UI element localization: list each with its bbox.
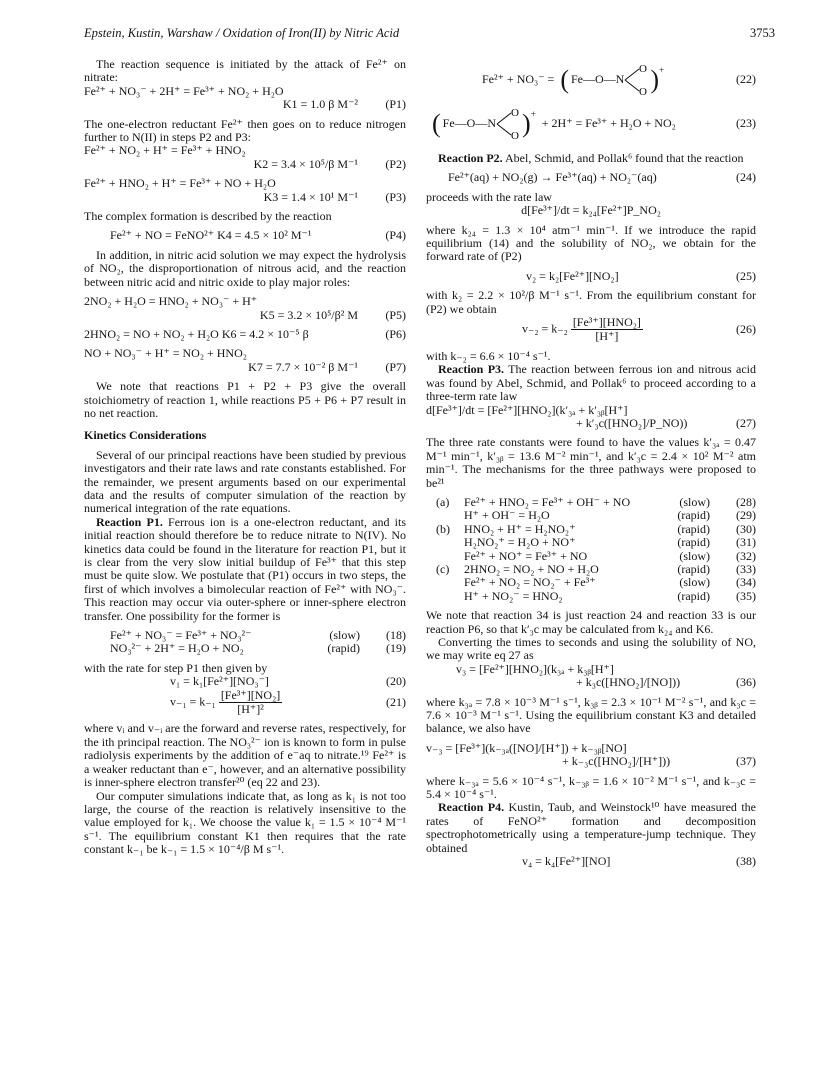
charge: + bbox=[530, 109, 536, 119]
paragraph: proceeds with the rate law bbox=[426, 189, 552, 204]
paragraph: Our computer simulations indicate that, as long as k₁ is not too large, the course of the reaction is relatively insensitive to the value employed for k₁. We choose the value k₁ = 1.5 × 10⁻⁴ M⁻¹ s⁻¹. The equilibrium constant K1 then requires that the rate constant k₋₁ be k₋₁ = 1.5 × 10⁻⁴/β M s⁻¹. bbox=[84, 788, 406, 857]
equation-37-cont: + k₋₃c([HNO₂]/[H⁺])) (37) bbox=[562, 754, 756, 769]
mechanism-step bbox=[426, 523, 756, 536]
equation-27-cont: + k′₃c([HNO₂]/P_NO)) (27) bbox=[576, 415, 756, 430]
step-rate-type: (rapid) bbox=[677, 508, 710, 523]
paragraph: Reaction P2. Abel, Schmid, and Pollak⁶ found that the reaction bbox=[438, 151, 744, 165]
charge: + bbox=[659, 65, 665, 75]
paragraph: Reaction P1. Ferrous ion is a one-electron reductant, and its initial reaction should therefore be to reduce nitrate to N(IV). No kinetics data could be found in the literature for reaction P1, but it is clear from the very slow initial buildup of Fe³⁺ that this step must be quite slow. We postulate that (P1) occurs in two steps, the first of which involves a bimolecular reaction of Fe²⁺ with NO₃⁻. This reaction may occur via outer-sphere or inner-sphere electron transfer. One possibility for the former is bbox=[84, 514, 406, 623]
mechanism-equation: H⁺ + NO₂⁻ = HNO₂ bbox=[464, 588, 563, 603]
equation-36: v₃ = [Fe²⁺][HNO₂](k₃ₐ + k₃ᵦ[H⁺] bbox=[456, 661, 614, 676]
run-in-heading: Reaction P1. bbox=[96, 514, 163, 529]
mechanism-equation: H₂NO₂⁺ = H₂O + NO⁺ bbox=[464, 535, 576, 550]
oxygen-label: O bbox=[639, 63, 648, 75]
equation-19: NO₃²⁻ + 2H⁺ = H₂O + NO₂ (rapid) (19) bbox=[110, 641, 406, 656]
paragraph: where k₂₄ = 1.3 × 10⁴ atm⁻¹ min⁻¹. If we introduce the rapid equilibrium (14) and the solubility of NO₂, we obtain for the forward rate of (P2) bbox=[426, 222, 756, 264]
paragraph: We note that reaction 34 is just reaction 24 and reaction 33 is our reaction P6, so that k′₃c may be calculated from k₂₄ and K6. bbox=[426, 608, 756, 636]
equation-number: (35) bbox=[736, 588, 756, 603]
equation-number: (32) bbox=[736, 548, 756, 563]
pathway-label: (b) bbox=[436, 521, 450, 536]
step-rate-type: (slow) bbox=[679, 494, 710, 509]
equation-p1-constant: K1 = 1.0 β M⁻² (P1) bbox=[282, 97, 406, 112]
paragraph: In addition, in nitric acid solution we may expect the hydrolysis of NO₂, the disproportionation of nitrous acid, and the reaction between nitric acid and nitric oxide to play major roles: bbox=[84, 247, 406, 289]
step-rate-type: (rapid) bbox=[677, 521, 710, 536]
paragraph: Several of our principal reactions have been studied by previous investigators and their rate laws and rate constants established. For the remainder, we present arguments based on our experimental data and the results of computer simulation of the reaction by numerical integration of the rate equations. bbox=[84, 447, 406, 516]
equation-36-cont: + k₃c([HNO₂]/[NO])) (36) bbox=[576, 675, 756, 690]
fraction: $\frac{\text{[Fe³⁺][NO₂]}}{\text{[H⁺]²}}$ bbox=[220, 687, 281, 717]
mechanism-equation: Fe²⁺ + NO⁺ = Fe³⁺ + NO bbox=[464, 548, 588, 563]
equation-number: (34) bbox=[736, 575, 756, 590]
equation-24: Fe²⁺(aq) + NO₂(g) → Fe³⁺(aq) + NO₂⁻(aq) (24) bbox=[448, 170, 756, 185]
mechanism-equation: Fe²⁺ + HNO₂ = Fe³⁺ + OH⁻ + NO bbox=[464, 494, 631, 509]
mechanism-step bbox=[426, 563, 756, 576]
run-in-heading: Reaction P2. bbox=[438, 151, 503, 165]
equation-p2-constant: K2 = 3.4 × 10⁵/β M⁻¹ (P2) bbox=[253, 156, 406, 171]
mechanism-equation: H⁺ + OH⁻ = H₂O bbox=[464, 508, 550, 523]
left-column bbox=[84, 58, 406, 857]
step-rate-type: (slow) bbox=[679, 575, 710, 590]
fraction: $\frac{\text{[Fe³⁺][HNO₂]}}{[H^+]}$ bbox=[572, 315, 641, 344]
equation-26: v₋₂ = k₋₂ $\frac{\text{[Fe³⁺][HNO₂]}}{[H^+]}$ (26) bbox=[522, 315, 756, 344]
run-in-heading: Reaction P3. bbox=[438, 362, 505, 377]
paragraph: where vᵢ and v₋ᵢ are the forward and reverse rates, respectively, for the ith principal reaction. The NO₃²⁻ ion is known to form in pulse radiolysis experiments by the addition of e⁻aq to nitrate.¹⁹ Fe²⁺ is a weaker reductant than e⁻, however, and an alternative possibility is inner-sphere electron transfer²⁰ (eq 22 and 23). bbox=[84, 721, 406, 790]
pathway-label: (a) bbox=[436, 494, 450, 509]
right-column bbox=[426, 58, 756, 869]
page-number: 3753 bbox=[750, 26, 775, 40]
equation-p7-constant: K7 = 7.7 × 10⁻² β M⁻¹ (P7) bbox=[248, 359, 406, 374]
equation-number: (31) bbox=[736, 535, 756, 550]
paragraph: We note that reactions P1 + P2 + P3 give the overall stoichiometry of reaction 1, while reactions P5 + P6 + P7 result in no net reaction. bbox=[84, 379, 406, 420]
mechanism-step bbox=[426, 576, 756, 589]
paren-open: ( bbox=[560, 65, 569, 95]
step-rate-type: (rapid) bbox=[677, 561, 710, 576]
step-rate-type: (slow) bbox=[679, 548, 710, 563]
mechanism-step bbox=[426, 509, 756, 522]
pathway-label: (c) bbox=[436, 561, 450, 576]
paren-open: ( bbox=[432, 109, 441, 139]
mechanism-equation: Fe²⁺ + NO₂ = NO₂⁻ + Fe³⁺ bbox=[464, 575, 596, 590]
oxygen-label: O bbox=[639, 86, 648, 98]
rate-law-24: d[Fe³⁺]/dt = k₂₄[Fe²⁺]P_NO₂ bbox=[521, 203, 661, 218]
equation-p3-constant: K3 = 1.4 × 10¹ M⁻¹ (P3) bbox=[263, 189, 406, 204]
nitrate-chelate-structure bbox=[624, 62, 650, 98]
paren-close: ) bbox=[650, 65, 660, 95]
equation-23: ( Fe—O—N O O ) + + 2H⁺ = Fe³⁺ + H₂O + NO₂ (23) bbox=[432, 107, 756, 142]
section-heading: Kinetics Considerations bbox=[84, 428, 207, 443]
step-rate-type: (rapid) bbox=[677, 535, 710, 550]
paragraph: Reaction P3. The reaction between ferrous ion and nitrous acid was found by Abel, Schmid, and Pollak⁶ to proceed according to a three-term rate law bbox=[426, 362, 757, 404]
mechanism-equation: HNO₂ + H⁺ = H₂NO₂⁺ bbox=[464, 521, 576, 536]
equation-18: Fe²⁺ + NO₃⁻ = Fe³⁺ + NO₃²⁻ (slow) (18) bbox=[110, 628, 406, 643]
mechanism-step bbox=[426, 550, 756, 563]
equation-22: Fe²⁺ + NO₃⁻ = ( Fe—O—N O O ) + (22) bbox=[482, 63, 756, 98]
oxygen-label: O bbox=[511, 107, 519, 119]
running-title: Epstein, Kustin, Warshaw / Oxidation of Iron(II) by Nitric Acid bbox=[84, 26, 400, 40]
equation-p6: 2HNO₂ = NO + NO₂ + H₂O K6 = 4.2 × 10⁻⁵ β (P6) bbox=[84, 326, 406, 341]
equation-p5-constant: K5 = 3.2 × 10⁵/β² M (P5) bbox=[259, 307, 406, 322]
paragraph: where k₋₃ₐ = 5.6 × 10⁻⁴ s⁻¹, k₋₃ᵦ = 1.6 × 10⁻² M⁻¹ s⁻¹, and k₋₃c = 5.4 × 10⁻⁴ s⁻¹. bbox=[426, 773, 756, 802]
equation-number: (33) bbox=[736, 561, 756, 576]
paren-close: ) bbox=[522, 109, 531, 139]
mechanism-step bbox=[426, 536, 756, 549]
equation-38: v₄ = k₄[Fe²⁺][NO] (38) bbox=[522, 854, 756, 869]
mechanism-step bbox=[426, 590, 756, 603]
equation-p3: Fe²⁺ + HNO₂ + H⁺ = Fe³⁺ + NO + H₂O bbox=[84, 176, 276, 191]
equation-number: (29) bbox=[736, 508, 756, 523]
equation-p4: Fe²⁺ + NO = FeNO²⁺ K4 = 4.5 × 10² M⁻¹ (P4) bbox=[110, 228, 406, 243]
equation-number: (28) bbox=[736, 494, 756, 509]
mechanism-step bbox=[426, 496, 756, 509]
paragraph: The three rate constants were found to have the values k′₃ₐ = 0.47 M⁻¹ min⁻¹, k′₃ᵦ = 13.6 M⁻² min⁻¹, and k′₃c = 2.4 × 10² M⁻² atm min⁻¹. The mechanisms for the three pathways were proposed to be²¹ bbox=[426, 435, 756, 490]
equation-p2: Fe²⁺ + NO₂ + H⁺ = Fe³⁺ + HNO₂ bbox=[84, 143, 246, 158]
equation-p5: 2NO₂ + H₂O = HNO₂ + NO₃⁻ + H⁺ bbox=[84, 294, 258, 309]
equation-number: (30) bbox=[736, 521, 756, 536]
running-header bbox=[84, 26, 775, 44]
paragraph: with the rate for step P1 then given by bbox=[84, 660, 268, 675]
paragraph: The reaction sequence is initiated by the attack of Fe²⁺ on nitrate: bbox=[84, 57, 406, 85]
equation-25: v₂ = k₂[Fe²⁺][NO₂] (25) bbox=[526, 268, 756, 283]
mechanism-list bbox=[426, 496, 756, 603]
equation-21: v₋₁ = k₋₁ $\frac{\text{[Fe³⁺][NO₂]}}{\text{[H⁺]²}}$ (21) bbox=[170, 687, 406, 717]
paragraph: The complex formation is described by the reaction bbox=[84, 209, 332, 224]
step-rate-type: (rapid) bbox=[677, 588, 710, 603]
paragraph: with k₂ = 2.2 × 10²/β M⁻¹ s⁻¹. From the equilibrium constant for (P2) we obtain bbox=[426, 288, 756, 316]
paragraph: with k₋₂ = 6.6 × 10⁻⁴ s⁻¹. bbox=[426, 348, 551, 363]
paragraph: Reaction P4. Kustin, Taub, and Weinstock¹⁰ have measured the rates of FeNO²⁺ formation and decomposition spectrophotometrically using a temperature-jump technique. They obtained bbox=[426, 800, 756, 855]
run-in-heading: Reaction P4. bbox=[438, 800, 505, 815]
equation-37: v₋₃ = [Fe³⁺](k₋₃ₐ([NO]/[H⁺]) + k₋₃ᵦ[NO] bbox=[426, 740, 627, 755]
paragraph: The one-electron reductant Fe²⁺ then goes on to reduce nitrogen further to N(II) in steps P2 and P3: bbox=[84, 116, 406, 145]
mechanism-equation: 2HNO₂ = NO₂ + NO + H₂O bbox=[464, 561, 599, 576]
equation-p7: NO + NO₃⁻ + H⁺ = NO₂ + HNO₂ bbox=[84, 346, 247, 361]
paragraph: where k₃ₐ = 7.8 × 10⁻³ M⁻¹ s⁻¹, k₃ᵦ = 2.3 × 10⁻¹ M⁻² s⁻¹, and k₃c = 7.6 × 10⁻³ M⁻¹ s⁻¹. Using the equilibrium constant K3 and detailed balance, we also have bbox=[426, 694, 756, 736]
equation-p1: Fe²⁺ + NO₃⁻ + 2H⁺ = Fe³⁺ + NO₂ + H₂O bbox=[84, 83, 284, 98]
oxygen-label: O bbox=[511, 130, 519, 142]
paragraph: Converting the times to seconds and using the solubility of NO, we may write eq 27 as bbox=[426, 635, 756, 663]
nitrate-chelate-structure bbox=[496, 106, 522, 142]
equation-27: d[Fe³⁺]/dt = [Fe²⁺][HNO₂](k′₃ₐ + k′₃ᵦ[H⁺] bbox=[426, 402, 628, 417]
equation-20: v₁ = k₁[Fe²⁺][NO₃⁻] (20) bbox=[170, 674, 406, 689]
